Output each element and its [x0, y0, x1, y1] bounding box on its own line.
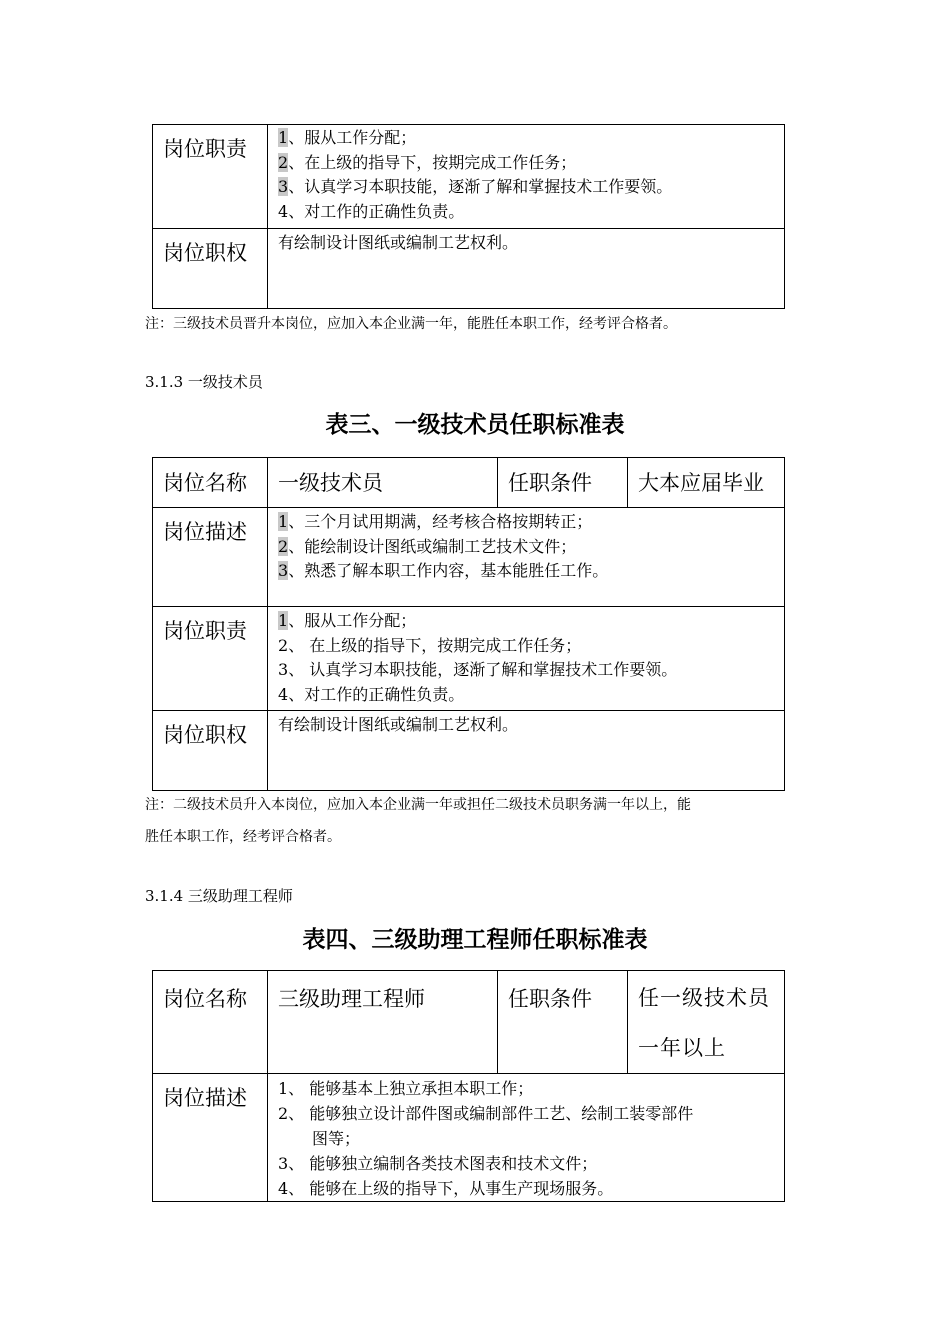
requirement-value: 大本应届毕业 — [628, 458, 785, 508]
list-item: 3、 能够独立编制各类技术图表和技术文件； — [278, 1154, 598, 1173]
list-item: 3、熟悉了解本职工作内容，基本能胜任工作。 — [278, 561, 609, 580]
powers-label: 岗位职权 — [153, 229, 268, 309]
list-item: 1、三个月试用期满，经考核合格按期转正； — [278, 512, 593, 531]
table-3 — [152, 457, 785, 791]
description-label: 岗位描述 — [153, 1074, 268, 1202]
row-description — [153, 1074, 785, 1202]
table-4-title: 表四、三级助理工程师任职标准表 — [302, 926, 648, 953]
table-3-title: 表三、一级技术员任职标准表 — [325, 411, 625, 438]
list-item: 1、 能够基本上独立承担本职工作； — [278, 1079, 534, 1098]
requirement-label: 任职条件 — [498, 971, 628, 1074]
position-name-value: 一级技术员 — [268, 458, 498, 508]
powers-text: 有绘制设计图纸或编制工艺权利。 — [268, 229, 785, 309]
note-2-line-2: 胜任本职工作，经考评合格者。 — [145, 829, 341, 845]
section-heading-314: 3.1.4 三级助理工程师 — [145, 887, 293, 905]
list-item: 3、认真学习本职技能，逐渐了解和掌握技术工作要领。 — [278, 177, 673, 196]
duties-label: 岗位职责 — [153, 125, 268, 229]
note-2-line-1: 注：二级技术员升入本岗位，应加入本企业满一年或担任二级技术员职务满一年以上，能 — [145, 797, 691, 813]
list-item: 1、服从工作分配； — [278, 611, 417, 630]
list-item: 1、服从工作分配； — [278, 128, 417, 147]
section-heading-313: 3.1.3 一级技术员 — [145, 373, 263, 391]
table-4 — [152, 970, 785, 1202]
list-item: 2、能绘制设计图纸或编制工艺技术文件； — [278, 536, 577, 556]
list-item: 3、 认真学习本职技能，逐渐了解和掌握技术工作要领。 — [278, 660, 678, 679]
requirement-label: 任职条件 — [498, 458, 628, 508]
duties-list — [268, 607, 785, 711]
table-2-continued — [152, 124, 785, 309]
description-list — [268, 508, 785, 607]
description-list — [268, 1074, 785, 1202]
position-name-label: 岗位名称 — [153, 971, 268, 1074]
list-item: 2、 能够独立设计部件图或编制部件工艺、绘制工装零部件 — [278, 1104, 694, 1123]
list-item: 4、对工作的正确性负责。 — [278, 684, 465, 704]
list-item: 2、在上级的指导下，按期完成工作任务； — [278, 152, 577, 172]
list-item-continuation: 图等； — [312, 1129, 361, 1148]
row-duties — [153, 125, 785, 229]
note-1: 注：三级技术员晋升本岗位，应加入本企业满一年，能胜任本职工作，经考评合格者。 — [145, 316, 677, 332]
row-powers — [153, 229, 785, 309]
duties-list — [268, 125, 785, 229]
list-item: 4、 能够在上级的指导下，从事生产现场服务。 — [278, 1179, 614, 1198]
position-name-label: 岗位名称 — [153, 458, 268, 508]
position-name-value: 三级助理工程师 — [268, 971, 498, 1074]
row-duties — [153, 607, 785, 711]
list-item: 4、对工作的正确性负责。 — [278, 201, 465, 221]
powers-text: 有绘制设计图纸或编制工艺权利。 — [268, 711, 785, 791]
row-description — [153, 508, 785, 607]
powers-label: 岗位职权 — [153, 711, 268, 791]
duties-label: 岗位职责 — [153, 607, 268, 711]
requirement-value: 任一级技术员 一年以上 — [628, 971, 785, 1074]
description-label: 岗位描述 — [153, 508, 268, 607]
row-powers — [153, 711, 785, 791]
list-item: 2、 在上级的指导下，按期完成工作任务； — [278, 635, 582, 655]
row-position-name — [153, 458, 785, 508]
row-position-name — [153, 971, 785, 1074]
